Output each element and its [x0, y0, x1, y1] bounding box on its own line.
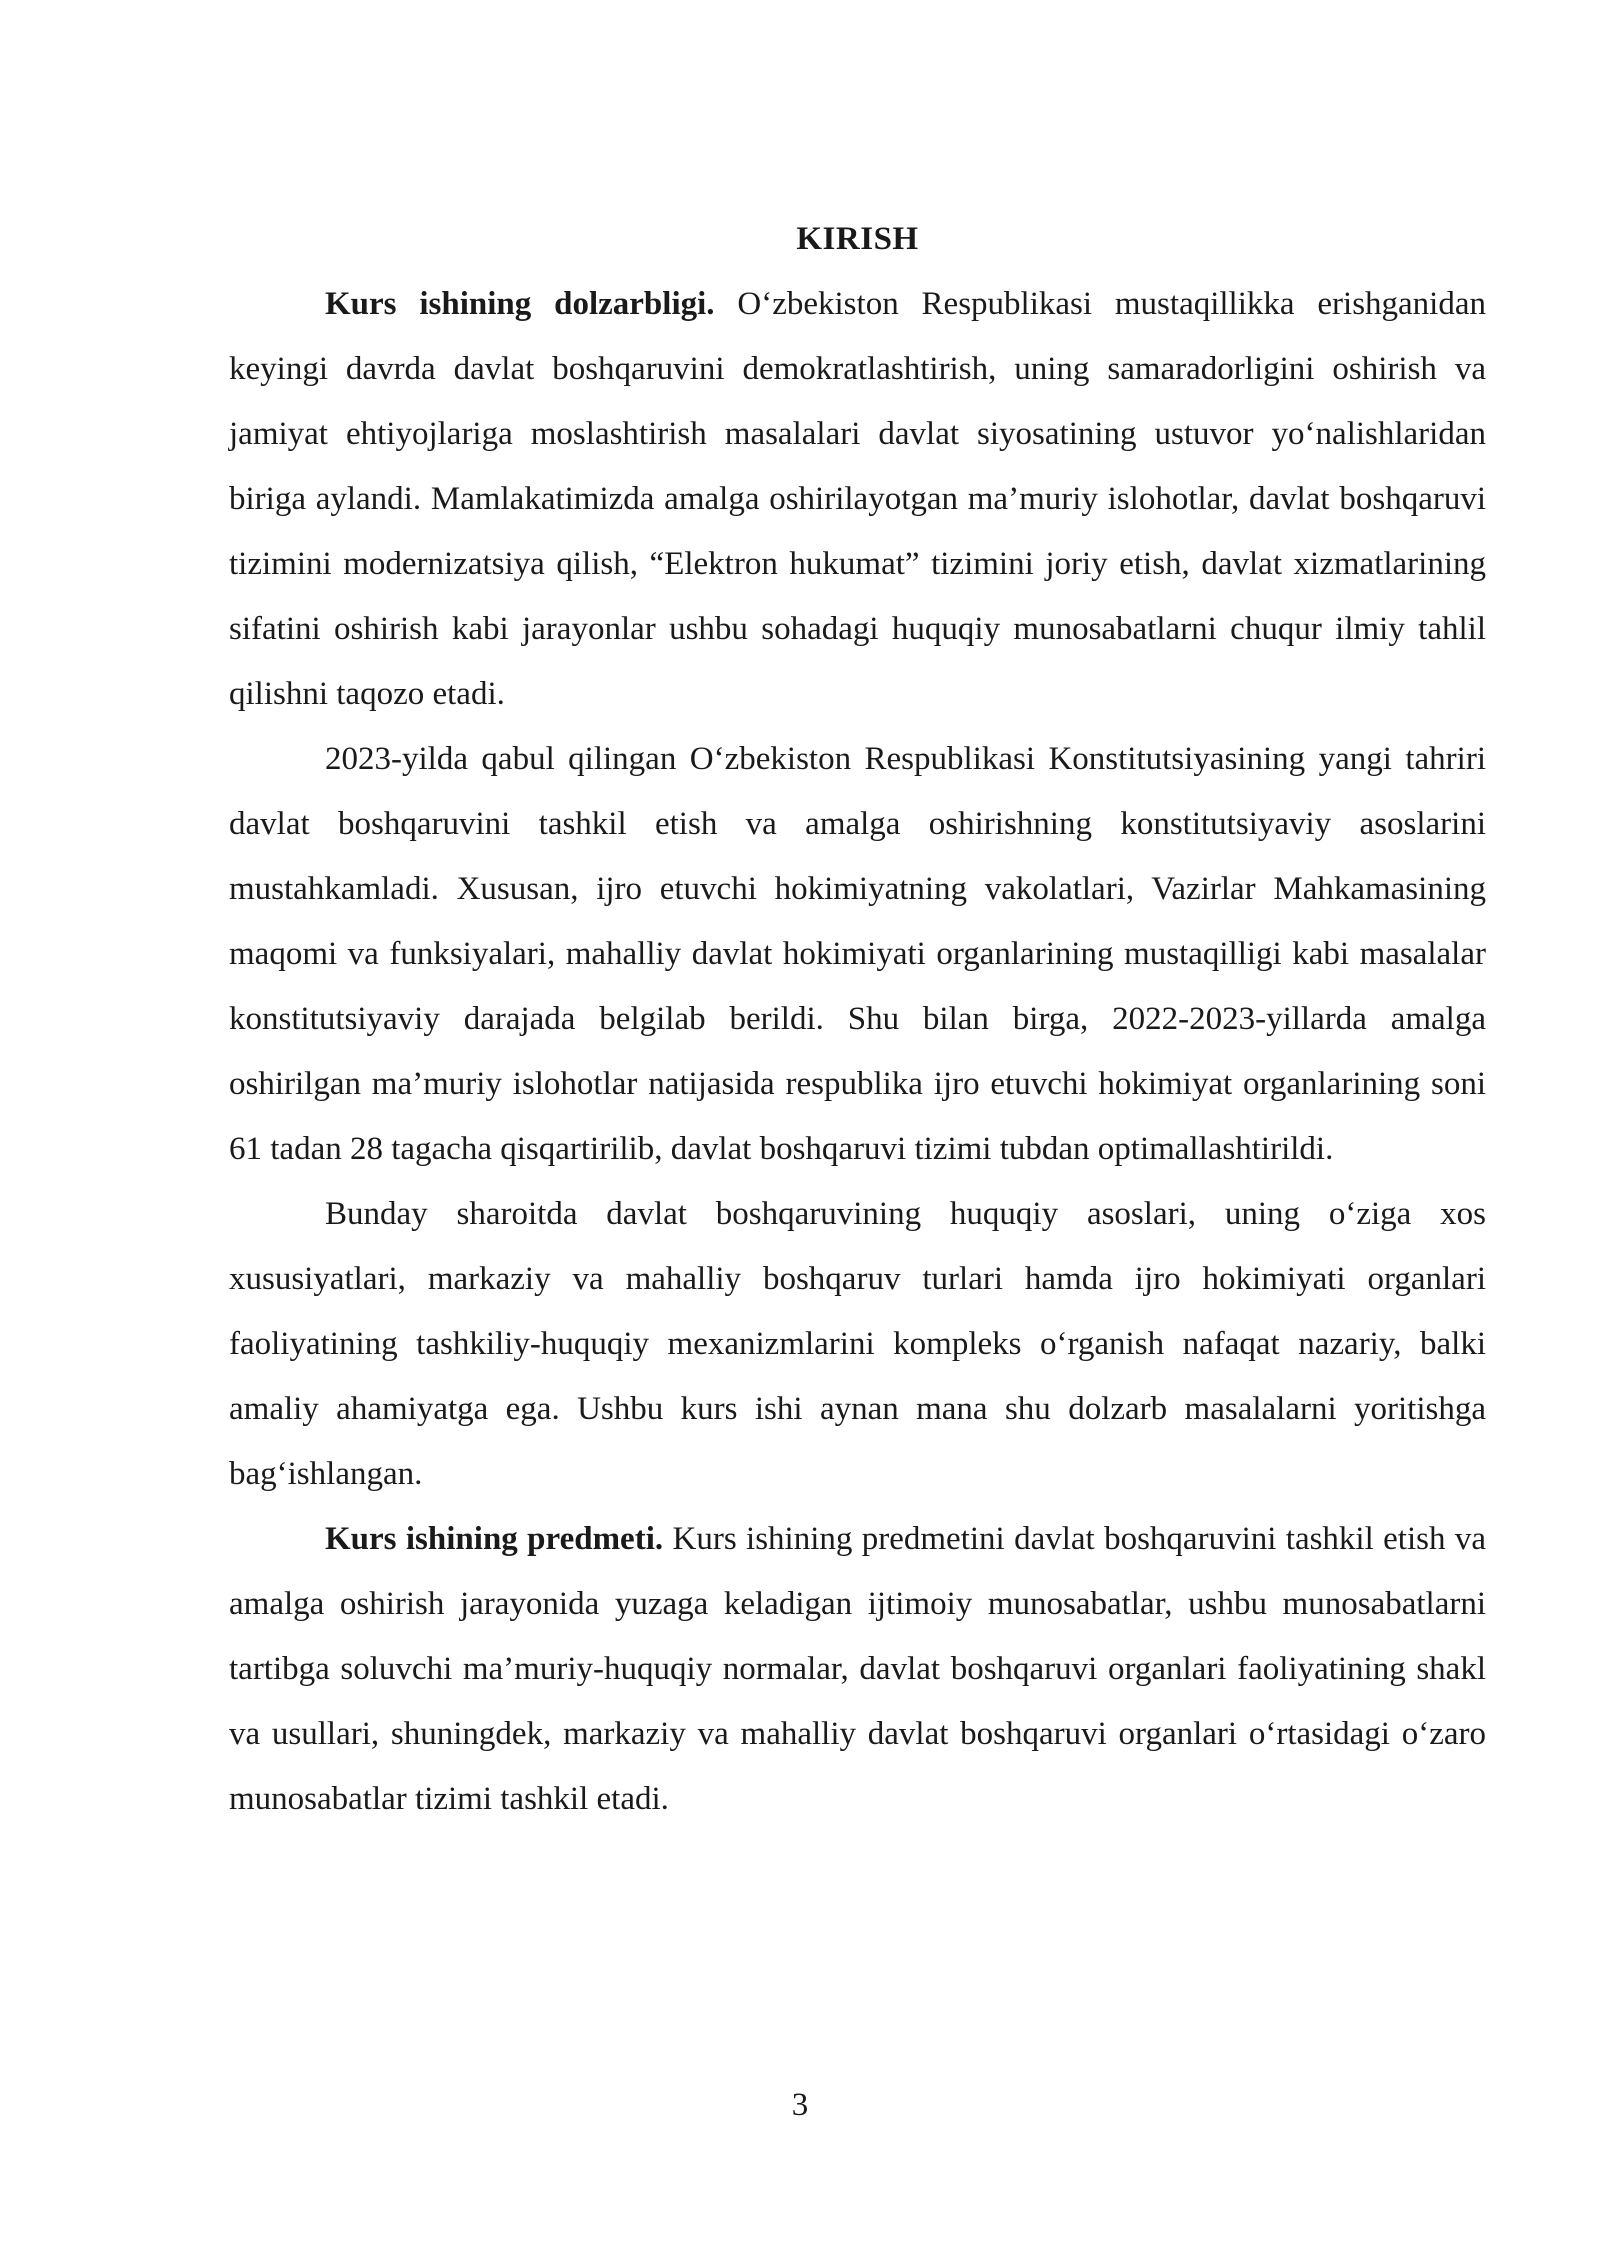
- paragraph-text: Bunday sharoitda davlat boshqaruvining huquqiy asoslari, uning o‘ziga xos xususiyatlari, markaziy va mahalliy boshqaruv turlari hamda ijro hokimiyati organlari faoliyatining tashkiliy-huquqiy mexanizmlarini kompleks o‘rganish nafaqat nazariy, balki amaliy ahamiyatga ega. Ushbu kurs ishi aynan mana shu dolzarb masalalarni yoritishga bag‘ishlangan.: [229, 1196, 1486, 1492]
- paragraph-relevance: [229, 272, 1486, 727]
- paragraph-text: 2023-yilda qabul qilingan O‘zbekiston Respublikasi Konstitutsiyasining yangi tahriri davlat boshqaruvini tashkil etish va amalga oshirishning konstitutsiyaviy asoslarini mustahkamladi. Xususan, ijro etuvchi hokimiyatning vakolatlari, Vazirlar Mahkamasining maqomi va funksiyalari, mahalliy davlat hokimiyati organlarining mustaqilligi kabi masalalar konstitutsiyaviy darajada belgilab berildi. Shu bilan birga, 2022-2023-yillarda amalga oshirilgan ma’muriy islohotlar natijasida respublika ijro etuvchi hokimiyat organlarining soni 61 tadan 28 tagacha qisqartirilib, davlat boshqaruvi tizimi tubdan optimallashtirildi.: [229, 741, 1486, 1167]
- document-page: [229, 212, 1486, 1832]
- paragraph-constitution: [229, 727, 1486, 1182]
- paragraph-text: Kurs ishining predmetini davlat boshqaruvini tashkil etish va amalga oshirish jarayonida yuzaga keladigan ijtimoiy munosabatlar, ushbu munosabatlarni tartibga soluvchi ma’muriy-huquqiy normalar, davlat boshqaruvi organlari faoliyatining shakl va usullari, shuningdek, markaziy va mahalliy davlat boshqaruvi organlari o‘rtasidagi o‘zaro munosabatlar tizimi tashkil etadi.: [229, 1521, 1486, 1817]
- page-number: 3: [791, 2087, 809, 2123]
- paragraph-subject: [229, 1507, 1486, 1832]
- paragraph-text: O‘zbekiston Respublikasi mustaqillikka erishganidan keyingi davrda davlat boshqaruvini demokratlashtirish, uning samaradorligini oshirish va jamiyat ehtiyojlariga moslashtirish masalalari davlat siyosatining ustuvor yo‘nalishlaridan biriga aylandi. Mamlakatimizda amalga oshirilayotgan ma’muriy islohotlar, davlat boshqaruvi tizimini modernizatsiya qilish, “Elektron hukumat” tizimini joriy etish, davlat xizmatlarining sifatini oshirish kabi jarayonlar ushbu sohadagi huquqiy munosabatlarni chuqur ilmiy tahlil qilishni taqozo etadi.: [229, 286, 1486, 712]
- paragraph-lead: Kurs ishining dolzarbligi.: [325, 286, 715, 322]
- paragraph-lead: Kurs ishining predmeti.: [325, 1521, 664, 1557]
- section-title: KIRISH: [796, 221, 919, 257]
- paragraph-conditions: [229, 1182, 1486, 1507]
